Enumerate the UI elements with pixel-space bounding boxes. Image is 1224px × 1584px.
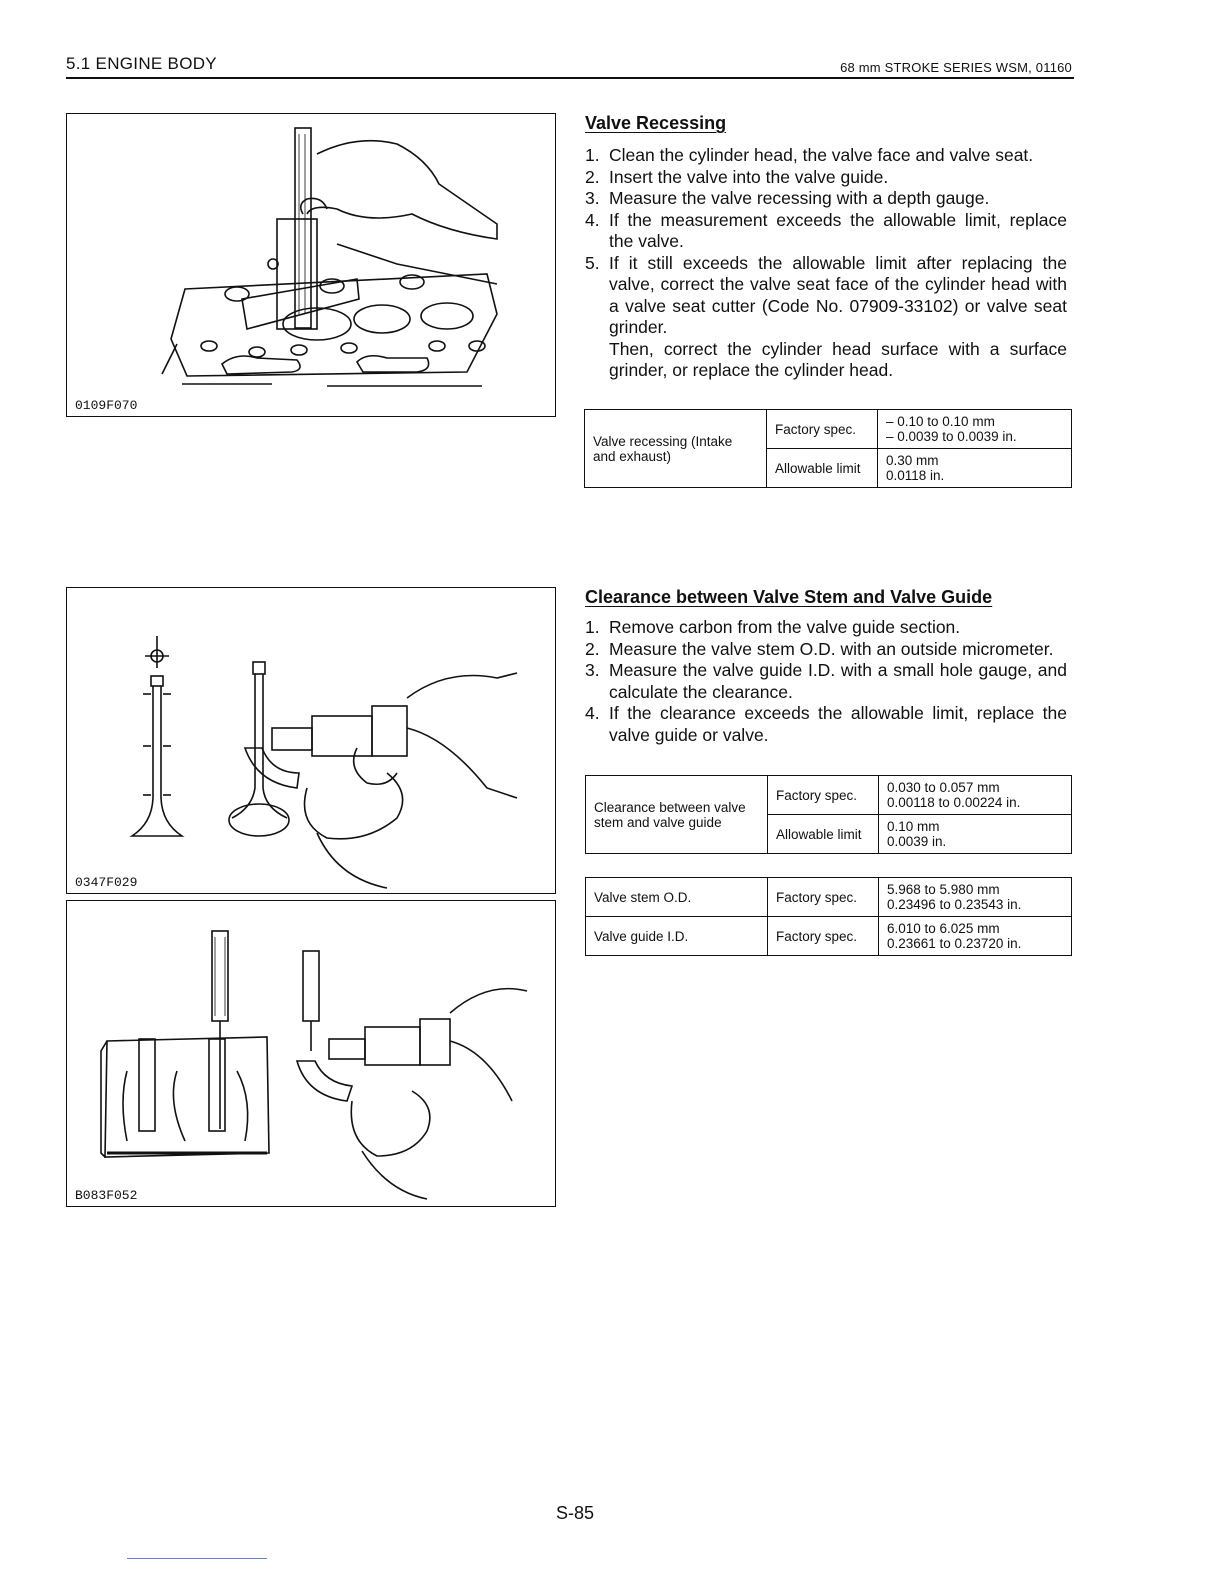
valve-recessing-steps bbox=[585, 145, 1067, 382]
spec-value: 0.030 to 0.057 mm 0.00118 to 0.00224 in. bbox=[879, 776, 1072, 815]
clearance-steps bbox=[585, 617, 1067, 746]
figure-valve-recessing bbox=[66, 113, 556, 417]
step-item: 3. Measure the valve recessing with a depth gauge. bbox=[585, 188, 990, 208]
page-number: S-85 bbox=[556, 1503, 595, 1523]
spec-label: Factory spec. bbox=[768, 878, 879, 917]
step-item: 1. Clean the cylinder head, the valve face and valve seat. bbox=[585, 145, 1034, 165]
figure-label: B083F052 bbox=[75, 1188, 138, 1203]
figure-valve-guide-id bbox=[66, 900, 556, 1207]
spec-item: Valve recessing (Intake and exhaust) bbox=[585, 410, 767, 488]
spec-value: 6.010 to 6.025 mm 0.23661 to 0.23720 in. bbox=[879, 917, 1072, 956]
stem-guide-spec-table bbox=[585, 877, 1072, 956]
spec-value: 0.10 mm 0.0039 in. bbox=[879, 815, 1072, 854]
section-title-valve-recessing: Valve Recessing bbox=[585, 113, 727, 133]
depth-gauge-illustration bbox=[67, 114, 555, 416]
step-item: 2. Insert the valve into the valve guide. bbox=[585, 166, 889, 187]
figure-valve-stem-od bbox=[66, 587, 556, 894]
step-item: 4. If the measurement exceeds the allowable limit, replace the valve. bbox=[585, 209, 1067, 251]
step-item: 4. If the clearance exceeds the allowable limit, replace the valve guide or valve. bbox=[585, 703, 1067, 745]
header-rule bbox=[66, 77, 1074, 79]
step-item: 5. If it still exceeds the allowable limit after replacing the valve, correct the valve seat face of the cylinder head with a valve seat cutter (Code No. 07909-33102) or valve seat grinder. bbox=[585, 252, 1067, 337]
spec-label: Allowable limit bbox=[768, 815, 879, 854]
valve-recessing-spec-table bbox=[584, 409, 1072, 488]
spec-label: Factory spec. bbox=[768, 776, 879, 815]
spec-value: 0.30 mm 0.0118 in. bbox=[878, 449, 1072, 488]
series-header: 68 mm STROKE SERIES WSM, 01160 bbox=[840, 60, 1072, 75]
spec-value: 5.968 to 5.980 mm 0.23496 to 0.23543 in. bbox=[879, 878, 1072, 917]
spec-label: Factory spec. bbox=[768, 917, 879, 956]
valve-stem-micrometer-illustration bbox=[67, 588, 555, 893]
footer-rule bbox=[127, 1558, 267, 1559]
step-item: 2. Measure the valve stem O.D. with an outside micrometer. bbox=[585, 638, 1054, 659]
figure-label: 0347F029 bbox=[75, 875, 138, 890]
step-item: Then, correct the cylinder head surface with a surface grinder, or replace the cylinder head. bbox=[609, 338, 1067, 380]
spec-item: Valve stem O.D. bbox=[586, 878, 768, 917]
spec-value: – 0.10 to 0.10 mm – 0.0039 to 0.0039 in. bbox=[878, 410, 1072, 449]
valve-guide-hole-gauge-illustration bbox=[67, 901, 555, 1206]
spec-item: Valve guide I.D. bbox=[586, 917, 768, 956]
clearance-spec-table bbox=[585, 775, 1072, 854]
step-item: 3. Measure the valve guide I.D. with a small hole gauge, and calculate the clearance. bbox=[585, 660, 1067, 702]
spec-label: Factory spec. bbox=[767, 410, 878, 449]
figure-label: 0109F070 bbox=[75, 398, 138, 413]
section-title-clearance: Clearance between Valve Stem and Valve Guide bbox=[585, 587, 993, 607]
spec-item: Clearance between valve stem and valve guide bbox=[586, 776, 768, 854]
section-header: 5.1 ENGINE BODY bbox=[66, 54, 217, 73]
spec-label: Allowable limit bbox=[767, 449, 878, 488]
step-item: 1. Remove carbon from the valve guide section. bbox=[585, 617, 961, 637]
